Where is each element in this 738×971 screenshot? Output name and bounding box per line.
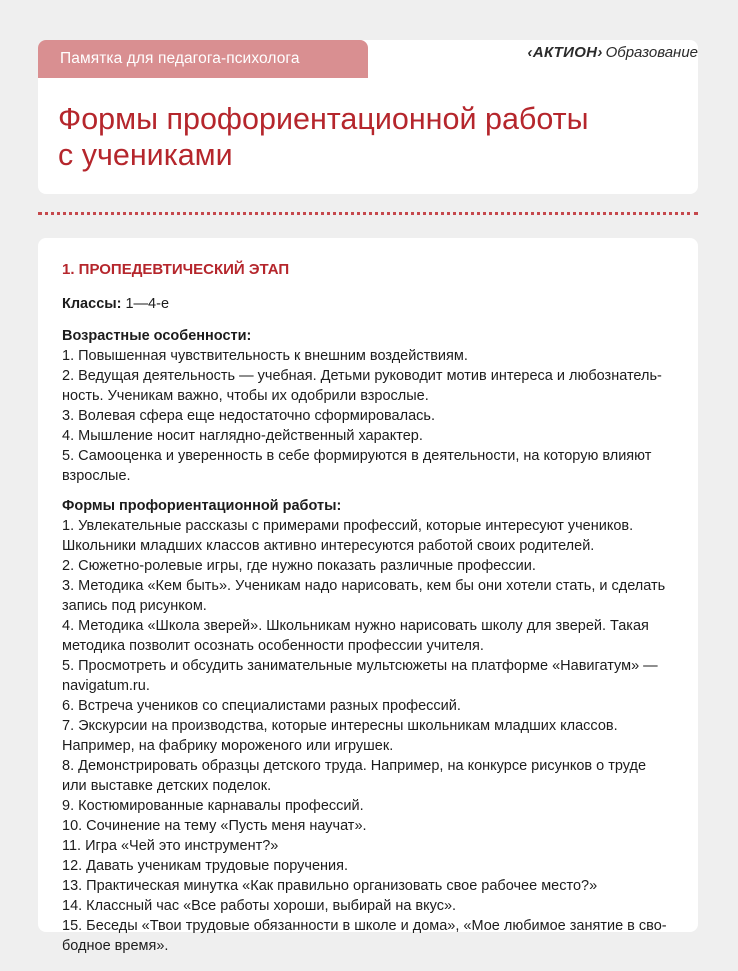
age-features-list: [62, 346, 674, 486]
list-item: 8. Демонстрировать образцы детского труда. Например, на конкурсе рисунков о труде или выставке детских поделок.: [62, 758, 647, 794]
list-item: 11. Игра «Чей это инструмент?»: [62, 838, 279, 854]
page-title-line-1: Формы профориентационной работы: [58, 102, 589, 136]
list-item: 2. Сюжетно-ролевые игры, где нужно показать различные профессии.: [62, 558, 536, 574]
memo-tag: Памятка для педагога-психолога: [38, 40, 368, 78]
list-item: 6. Встреча учеников со специалистами разных профессий.: [62, 698, 461, 714]
list-item: 13. Практическая минутка «Как правильно организовать свое рабочее место?»: [62, 878, 598, 894]
grades-label: Классы:: [62, 296, 122, 312]
list-item: 5. Самооценка и уверенность в себе формируются в деятельности, на которую влияют взрослые.: [62, 448, 652, 484]
list-item: 7. Экскурсии на производства, которые интересны школьникам младших классов. Например, на фабрику мороженого или игрушек.: [62, 718, 618, 754]
grades-value: 1—4-е: [121, 296, 170, 312]
list-item: 9. Костюмированные карнавалы профессий.: [62, 798, 364, 814]
list-item: 1. Увлекательные рассказы с примерами профессий, которые интересуют учеников. Школьники младших классов активно интересуются работой своих родителей.: [62, 518, 634, 554]
list-item: 14. Классный час «Все работы хороши, выбирай на вкус».: [62, 898, 457, 914]
age-features-title: Возрастные особенности:: [62, 328, 252, 344]
list-item: 4. Методика «Школа зверей». Школьникам нужно нарисовать школу для зверей. Такая методика позволит осознать особенности профессии учителя.: [62, 618, 649, 654]
brand-logo: [528, 44, 698, 66]
list-item: 12. Давать ученикам трудовые поручения.: [62, 858, 349, 874]
forms-title: Формы профориентационной работы:: [62, 498, 342, 514]
list-item: 15. Беседы «Твои трудовые обязанности в школе и дома», «Мое любимое занятие в сво-бодное время».: [62, 918, 667, 954]
page-title: [58, 101, 658, 173]
spacer: [62, 486, 674, 496]
page-title-line-2: с учениками: [58, 138, 233, 172]
section-title: 1. ПРОПЕДЕВТИЧЕСКИЙ ЭТАП: [62, 261, 290, 278]
dotted-divider: [38, 212, 698, 215]
list-item: 2. Ведущая деятельность — учебная. Детьми руководит мотив интереса и любознатель-ность. Ученикам важно, чтобы их одобрили взрослые.: [62, 368, 662, 404]
list-item: 10. Сочинение на тему «Пусть меня научат».: [62, 818, 367, 834]
forms-list: [62, 516, 674, 956]
list-item: 5. Просмотреть и обсудить занимательные мультсюжеты на платформе «Навигатум» — navigatum.ru.: [62, 658, 658, 694]
list-item: 3. Методика «Кем быть». Ученикам надо нарисовать, кем бы они хотели стать, и сделать запись под рисунком.: [62, 578, 666, 614]
brand-logo-mark: ‹АКТИОН›: [527, 44, 603, 61]
brand-logo-subtitle: Образование: [605, 44, 698, 61]
list-item: 3. Волевая сфера еще недостаточно сформировалась.: [62, 408, 435, 424]
list-item: 1. Повышенная чувствительность к внешним воздействиям.: [62, 348, 468, 364]
list-item: 4. Мышление носит наглядно-действенный характер.: [62, 428, 423, 444]
grades-line: [62, 294, 674, 314]
content-card: [38, 238, 698, 954]
